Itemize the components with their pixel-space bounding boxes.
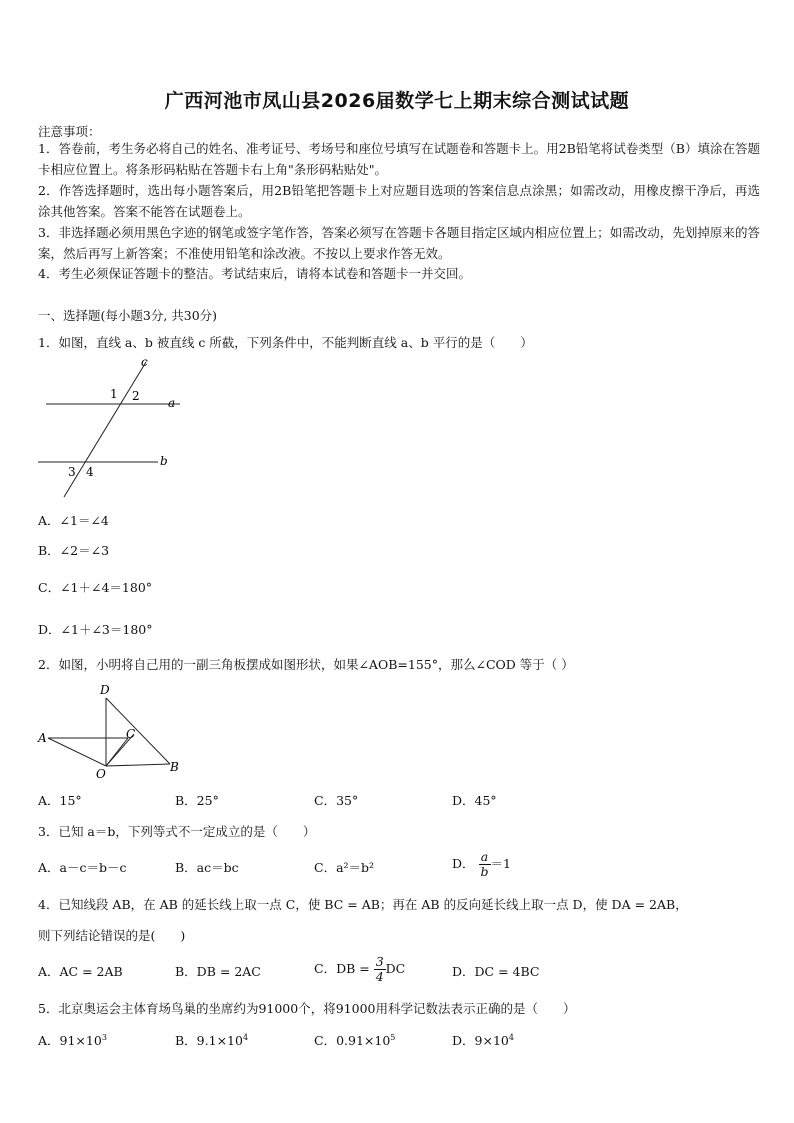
notice-heading: 注意事项： — [38, 124, 101, 139]
q4-option-b: B．DB = 2AC — [175, 964, 261, 979]
q5-option-c-text: C．0.91×10 — [314, 1033, 391, 1048]
q4-option-c-label: C．DB = — [314, 961, 374, 976]
q3-option-d — [452, 850, 511, 879]
q3-frac-tail: ＝1 — [490, 856, 511, 871]
q3-stem: 3．已知 a＝b，下列等式不一定成立的是（ ） — [38, 824, 316, 839]
label-D: D — [100, 683, 110, 697]
q5-stem: 5．北京奥运会主体育场鸟巢的坐席约为91000个，将91000用科学记数法表示正确的是（ ） — [38, 1001, 576, 1016]
q2-figure — [36, 680, 186, 782]
q1-figure — [38, 352, 188, 500]
q4-fraction — [374, 955, 386, 984]
q4-stem-line2: 则下列结论错误的是( ) — [38, 928, 186, 943]
q4-frac-tail: DC — [385, 961, 406, 976]
q1-option-d: D．∠1＋∠3＝180° — [38, 622, 153, 637]
notice-item-4: 4．考生必须保证答题卡的整洁。考试结束后，请将本试卷和答题卡一并交回。 — [38, 266, 471, 281]
label-a: a — [168, 396, 176, 410]
label-3: 3 — [68, 465, 76, 479]
q5-option-a-text: A．91×10 — [38, 1033, 102, 1048]
q1-option-b: B．∠2＝∠3 — [38, 543, 110, 558]
label-b: b — [160, 454, 168, 468]
q3-option-b: B．ac＝bc — [175, 860, 239, 875]
q2-stem: 2．如图，小明将自己用的一副三角板摆成如图形状，如果∠AOB=155°，那么∠COD 等于（ ） — [38, 657, 574, 672]
q4-frac-den: 4 — [375, 969, 384, 984]
q4-option-d: D．DC = 4BC — [452, 964, 540, 979]
q4-stem: 4．已知线段 AB，在 AB 的延长线上取一点 C，使 BC = AB；再在 AB 的反向延长线上取一点 D，使 DA = 2AB， — [38, 897, 688, 912]
q3-option-a: A．a－c＝b－c — [38, 860, 127, 875]
line-c — [64, 362, 146, 497]
q4-option-a: A．AC = 2AB — [38, 964, 123, 979]
q5-option-c — [314, 1031, 395, 1049]
q1-option-a: A．∠1＝∠4 — [38, 513, 109, 528]
q5-option-d — [452, 1031, 514, 1049]
q5-option-b — [175, 1031, 248, 1049]
q2-option-d: D．45° — [452, 793, 497, 808]
q3-frac-num: a — [479, 850, 491, 865]
q3-frac-den: b — [480, 864, 489, 879]
q4-option-c — [314, 955, 405, 984]
label-2: 2 — [132, 389, 140, 403]
section-heading: 一、选择题(每小题3分, 共30分) — [38, 308, 218, 323]
label-1: 1 — [110, 387, 118, 401]
q2-option-b: B．25° — [175, 793, 219, 808]
notice-item-1: 1．答卷前，考生务必将自己的姓名、准考证号、考场号和座位号填写在试题卷和答题卡上。用2B铅笔将试卷类型（B）填涂在答题卡相应位置上。将条形码粘贴在答题卡右上角"条形码粘贴处"。 — [38, 141, 760, 177]
q4-frac-num: 3 — [375, 954, 384, 969]
q5-option-a — [38, 1031, 107, 1049]
page-title: 广西河池市凤山县2026届数学七上期末综合测试试题 — [164, 90, 630, 112]
q5-option-d-text: D．9×10 — [452, 1033, 509, 1048]
q5-option-c-exp: 5 — [390, 1032, 396, 1042]
q5-option-b-text: B．9.1×10 — [175, 1033, 243, 1048]
q3-fraction — [479, 850, 491, 879]
q2-option-c: C．35° — [314, 793, 359, 808]
label-B: B — [170, 760, 179, 774]
label-C: C — [126, 727, 136, 741]
notice-item-2: 2．作答选择题时，选出每小题答案后，用2B铅笔把答题卡上对应题目选项的答案信息点涂黑；如需改动，用橡皮擦干净后，再选涂其他答案。答案不能答在试题卷上。 — [38, 183, 760, 219]
q5-option-b-exp: 4 — [242, 1032, 249, 1042]
label-O: O — [96, 767, 106, 781]
q3-option-d-label: D． — [452, 856, 475, 871]
label-4: 4 — [86, 465, 94, 479]
q5-option-d-exp: 4 — [508, 1032, 514, 1042]
q1-option-c: C．∠1＋∠4＝180° — [38, 580, 153, 595]
q1-stem: 1．如图，直线 a、b 被直线 c 所截，下列条件中，不能判断直线 a、b 平行的是（ ） — [38, 335, 533, 350]
label-A: A — [38, 731, 47, 745]
notice-item-3: 3．非选择题必须用黑色字迹的钢笔或签字笔作答，答案必须写在答题卡各题目指定区域内相应位置上；如需改动，先划掉原来的答案，然后再写上新答案；不准使用铅笔和涂改液。不按以上要求作答无效。 — [38, 225, 760, 261]
q2-option-a: A．15° — [38, 793, 82, 808]
q5-option-a-exp: 3 — [101, 1032, 107, 1042]
q3-option-c: C．a²＝b² — [314, 860, 375, 875]
label-c: c — [141, 355, 148, 369]
